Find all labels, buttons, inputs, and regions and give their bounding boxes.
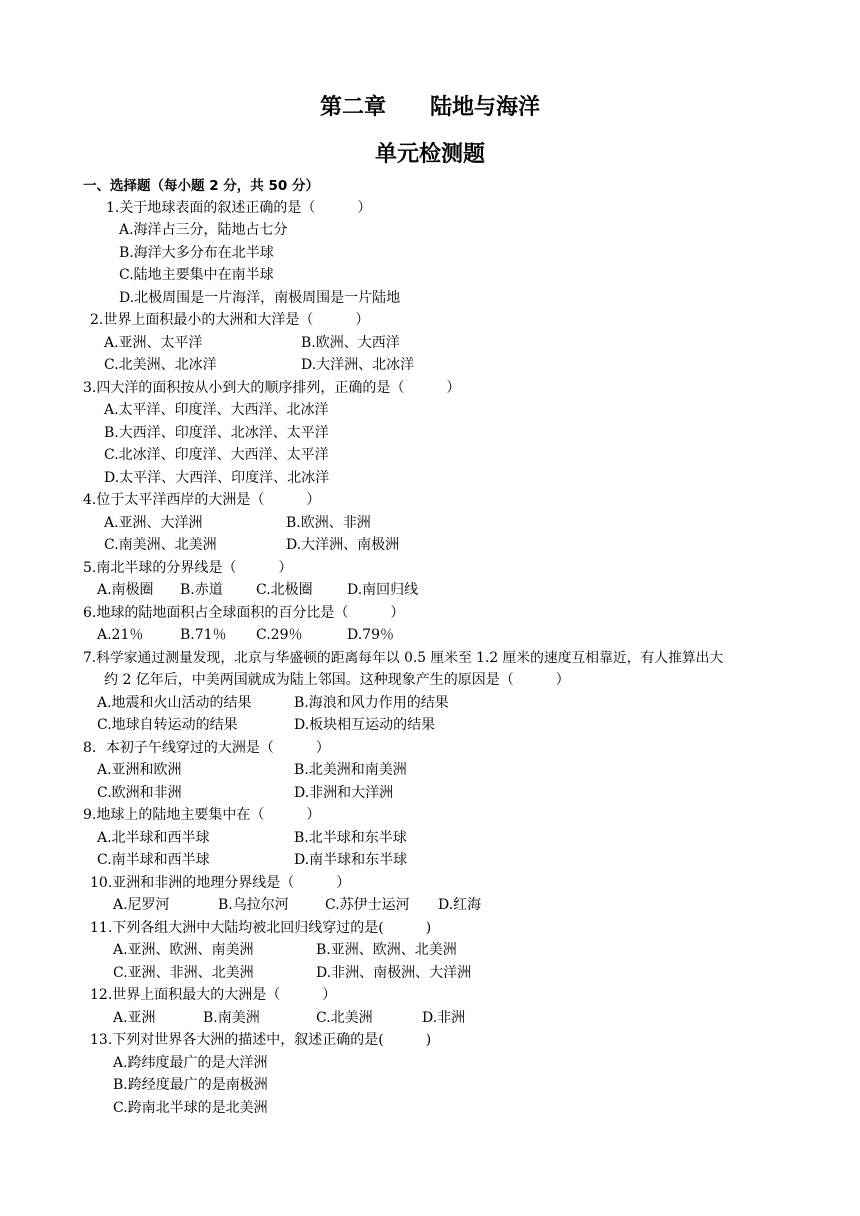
- option-b: B.北美洲和南美洲: [294, 762, 407, 778]
- option-a: A.亚洲、大洋洲: [104, 515, 203, 531]
- option-c: C.北美洲、北冰洋: [104, 357, 217, 373]
- option-b: B.跨经度最广的是南极洲: [113, 1077, 268, 1093]
- exam-subtitle: 单元检测题: [374, 142, 485, 167]
- option-a: A.地震和火山活动的结果: [97, 695, 252, 711]
- option-a: A.北半球和西半球: [97, 830, 210, 846]
- option-c: C.29％: [256, 627, 303, 643]
- question-stem-line-2: 约 2 亿年后，中美两国就成为陆上邻国。这种现象产生的原因是（ ）: [104, 672, 570, 688]
- option-d: D.南半球和东半球: [294, 852, 408, 868]
- question-stem: 11.下列各组大洲中大陆均被北回归线穿过的是( ): [90, 920, 432, 936]
- option-b: B.欧洲、大西洋: [301, 335, 400, 351]
- question-stem: 8．本初子午线穿过的大洲是（ ）: [83, 740, 330, 756]
- question-stem: 4.位于太平洋西岸的大洲是（ ）: [83, 492, 321, 508]
- option-b: B.欧洲、非洲: [286, 515, 371, 531]
- section-heading: 一、选择题（每小题 2 分，共 50 分）: [83, 178, 319, 194]
- option-b: B.亚洲、欧洲、北美洲: [316, 942, 457, 958]
- option-c: C.南半球和西半球: [97, 852, 210, 868]
- option-c: C.北美洲: [316, 1010, 373, 1026]
- chapter-title: 第二章 陆地与海洋: [319, 95, 540, 120]
- option-c: C.欧洲和非洲: [97, 785, 182, 801]
- option-c: C.苏伊士运河: [325, 897, 410, 913]
- option-c: C.北冰洋、印度洋、大西洋、太平洋: [104, 447, 329, 463]
- option-b: B.赤道: [180, 582, 223, 598]
- question-stem: 12.世界上面积最大的大洲是（ ）: [90, 987, 337, 1003]
- question-stem: 3.四大洋的面积按从小到大的顺序排列，正确的是（ ）: [83, 380, 461, 396]
- option-b: B.北半球和东半球: [294, 830, 407, 846]
- option-b: B.大西洋、印度洋、北冰洋、太平洋: [104, 425, 329, 441]
- option-a: A.太平洋、印度洋、大西洋、北冰洋: [104, 402, 329, 418]
- option-c: C.地球自转运动的结果: [97, 717, 238, 733]
- option-d: D.非洲、南极洲、大洋洲: [316, 965, 472, 981]
- option-a: A.亚洲和欧洲: [97, 762, 182, 778]
- option-c: C.陆地主要集中在南半球: [119, 267, 274, 283]
- question-stem: 2.世界上面积最小的大洲和大洋是（ ）: [90, 312, 370, 328]
- option-a: A.亚洲、欧洲、南美洲: [113, 942, 254, 958]
- option-d: D.79％: [347, 627, 394, 643]
- option-b: B.海浪和风力作用的结果: [294, 695, 449, 711]
- option-b: B.71％: [180, 627, 227, 643]
- option-d: D.红海: [438, 897, 482, 913]
- question-stem: 9.地球上的陆地主要集中在（ ）: [83, 807, 321, 823]
- question-stem: 5.南北半球的分界线是（ ）: [83, 560, 293, 576]
- option-d: D.非洲: [422, 1010, 466, 1026]
- option-a: A.尼罗河: [113, 897, 170, 913]
- option-d: D.板块相互运动的结果: [294, 717, 436, 733]
- question-stem: 10.亚洲和非洲的地理分界线是（ ）: [90, 875, 351, 891]
- question-stem: 6.地球的陆地面积占全球面积的百分比是（ ）: [83, 605, 405, 621]
- option-b: B.海洋大多分布在北半球: [119, 245, 274, 261]
- option-c: C.北极圈: [256, 582, 313, 598]
- option-c: C.跨南北半球的是北美洲: [113, 1100, 268, 1116]
- question-stem: 13.下列对世界各大洲的描述中，叙述正确的是( ): [90, 1032, 432, 1048]
- option-d: D.大洋洲、北冰洋: [301, 357, 415, 373]
- option-d: D.南回归线: [347, 582, 419, 598]
- option-b: B.乌拉尔河: [218, 897, 289, 913]
- option-c: C.南美洲、北美洲: [104, 537, 217, 553]
- option-a: A.海洋占三分，陆地占七分: [119, 222, 288, 238]
- option-d: D.北极周围是一片海洋，南极周围是一片陆地: [119, 290, 401, 306]
- option-d: D.大洋洲、南极洲: [286, 537, 400, 553]
- question-stem: 1.关于地球表面的叙述正确的是（ ）: [106, 200, 372, 216]
- option-d: D.非洲和大洋洲: [294, 785, 394, 801]
- option-a: A.跨纬度最广的是大洋洲: [113, 1055, 268, 1071]
- option-d: D.太平洋、大西洋、印度洋、北冰洋: [104, 470, 330, 486]
- option-a: A.南极圈: [97, 582, 154, 598]
- option-a: A.亚洲、太平洋: [104, 335, 203, 351]
- question-stem-line-1: 7.科学家通过测量发现，北京与华盛顿的距离每年以 0.5 厘米至 1.2 厘米的速度互相靠近，有人推算出大: [83, 650, 724, 666]
- option-a: A.亚洲: [113, 1010, 156, 1026]
- option-c: C.亚洲、非洲、北美洲: [113, 965, 254, 981]
- option-a: A.21％: [97, 627, 144, 643]
- option-b: B.南美洲: [203, 1010, 260, 1026]
